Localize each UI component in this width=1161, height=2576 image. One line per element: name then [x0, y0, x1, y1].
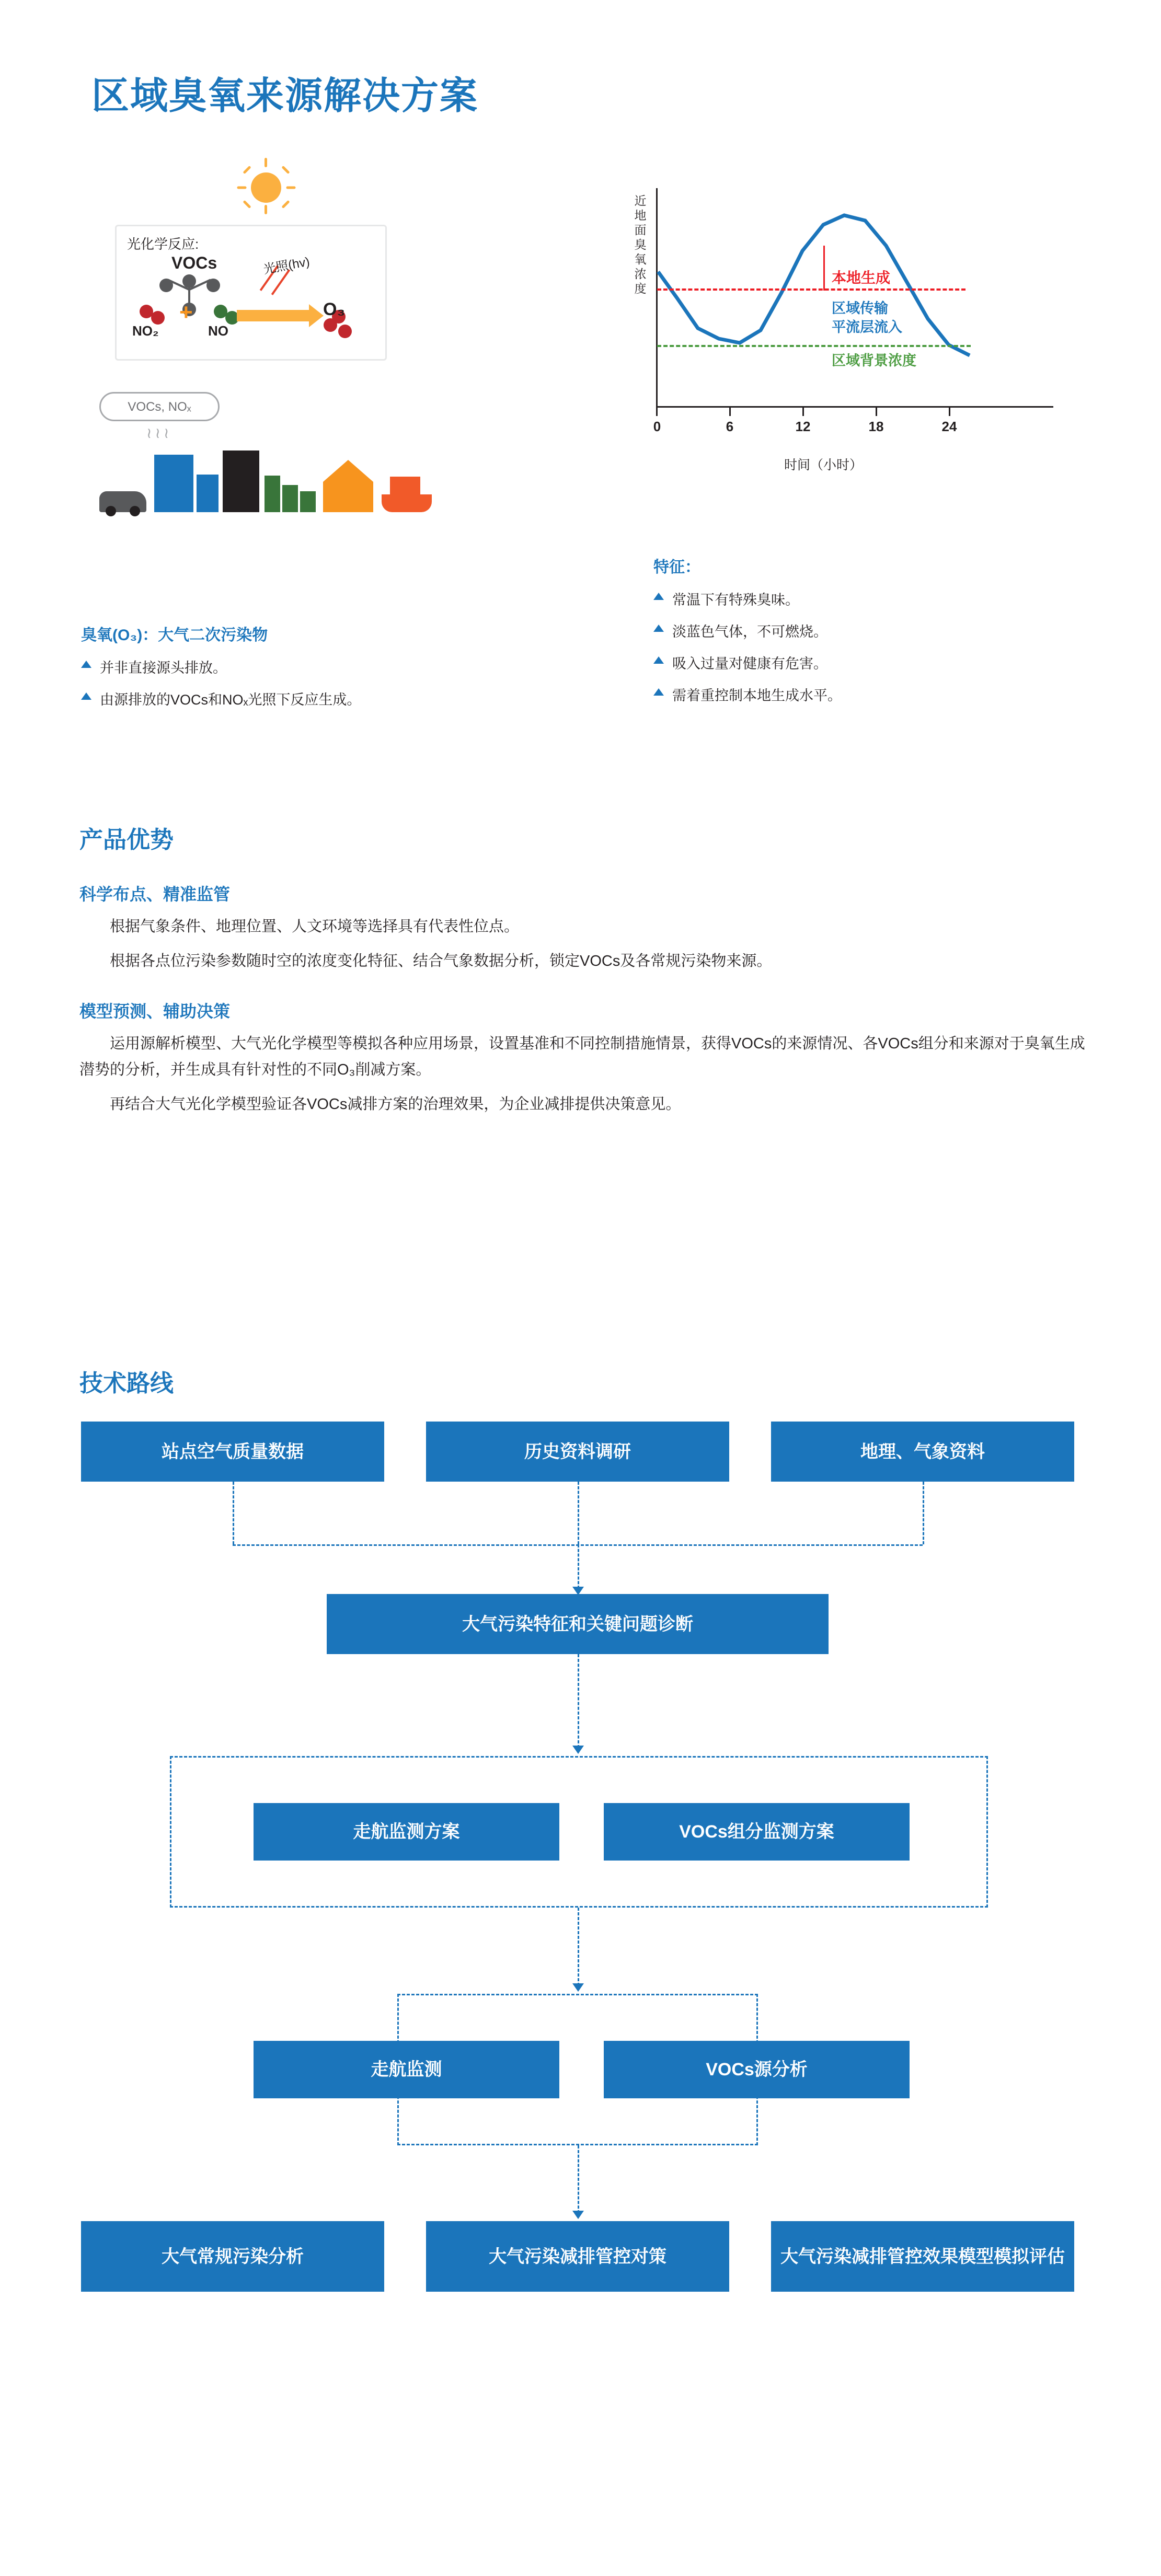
technical-route-flowchart: [0, 1422, 1161, 2519]
list-item-label: 吸入过量对健康有危害。: [672, 656, 827, 672]
factory-icon: [300, 491, 316, 512]
sun-ray-icon: [243, 166, 251, 174]
advantages-body: [79, 878, 1088, 1117]
flow-node-geo-met-data[interactable]: 地理、气象资料: [771, 1422, 1074, 1482]
flow-connector: [578, 2145, 579, 2213]
flow-node-vocs-source-analysis[interactable]: VOCs源分析: [604, 2041, 910, 2098]
flow-node-reduction-control[interactable]: 大气污染减排管控对策: [426, 2221, 729, 2292]
ozone-block: [81, 622, 578, 709]
sun-ray-icon: [281, 166, 290, 174]
chart-annotation-regional-2: 平流层流入: [832, 319, 902, 335]
route-title: 技术路线: [79, 1370, 174, 1396]
bullet-triangle-icon: [653, 656, 664, 664]
flow-connector: [578, 1654, 579, 1748]
building-icon: [197, 475, 219, 512]
chart-tick: [949, 408, 950, 416]
flow-connector: [233, 1482, 234, 1544]
flow-node-effect-simulation[interactable]: 大气污染减排管控效果模型模拟评估: [771, 2221, 1074, 2292]
list-item: [653, 620, 1072, 641]
reaction-label: 光化学反应:: [127, 236, 199, 252]
sun-ray-icon: [237, 187, 247, 189]
bullet-triangle-icon: [653, 625, 664, 632]
chart-y-label: 近地面臭氧浓度: [634, 194, 647, 295]
list-item: [81, 688, 578, 709]
list-item: [653, 588, 1072, 609]
flow-node-diagnosis[interactable]: 大气污染特征和关键问题诊断: [327, 1594, 829, 1654]
bullet-triangle-icon: [653, 593, 664, 600]
flow-arrow-icon: [572, 1983, 584, 1992]
house-roof-icon: [323, 460, 373, 482]
building-icon: [223, 450, 259, 512]
flow-node-mobile-monitoring-plan[interactable]: 走航监测方案: [254, 1803, 559, 1861]
sun-ray-icon: [243, 200, 251, 209]
flow-node-conventional-analysis[interactable]: 大气常规污染分析: [81, 2221, 384, 2292]
vocs-label: VOCs: [171, 253, 217, 272]
advantages-subtitle-2: 模型预测、辅助决策: [79, 1002, 231, 1021]
factory-icon: [265, 476, 280, 512]
features-heading: 特征：: [653, 559, 700, 576]
car-wheel-icon: [106, 506, 116, 516]
flow-connector: [578, 1544, 579, 1589]
reaction-arrow-icon: [237, 310, 310, 321]
chart-annotation-local: 本地生成: [832, 270, 891, 286]
chart-annotation-regional-1: 区域传输: [832, 301, 888, 316]
no2-label: NO₂: [132, 323, 159, 339]
bullet-triangle-icon: [81, 661, 91, 668]
list-item: [653, 684, 1072, 704]
list-item-label: 常温下有特殊臭味。: [672, 592, 799, 608]
advantages-paragraph: 运用源解析模型、大气光化学模型等模拟各种应用场景，设置基准和不同控制措施情景，获得VOCs的来源情况、各VOCs组分和来源对于臭氧生成潜势的分析，并生成具有针对性的不同O₃削减方案。: [79, 1035, 1085, 1078]
flow-arrow-icon: [572, 1746, 584, 1754]
chart-ref-line-background: [657, 345, 971, 347]
advantages-paragraph: 根据气象条件、地理位置、人文环境等选择具有代表性位点。: [110, 918, 520, 935]
list-item-label: 淡蓝色气体，不可燃烧。: [672, 624, 827, 640]
o3-atom-icon: [338, 325, 352, 338]
advantages-paragraph: 再结合大气光化学模型验证各VOCs减排方案的治理效果，为企业减排提供决策意见。: [110, 1096, 681, 1113]
sun-ray-icon: [286, 187, 296, 189]
flow-node-vocs-component-plan[interactable]: VOCs组分监测方案: [604, 1803, 910, 1861]
no-label: NO: [208, 323, 228, 339]
chart-tick-label: 0: [653, 419, 661, 434]
page-title: 区域臭氧来源解决方案: [91, 75, 479, 117]
plus-sign: +: [179, 299, 193, 325]
advantages-paragraph: 根据各点位污染参数随时空的浓度变化特征、结合气象数据分析，锁定VOCs及各常规污染物来源。: [110, 953, 772, 969]
chart-x-label: 时间（小时）: [784, 458, 863, 472]
building-icon: [154, 455, 193, 512]
features-block: [653, 554, 1072, 704]
sun-ray-icon: [265, 205, 267, 214]
car-wheel-icon: [130, 506, 140, 516]
spacer: [79, 974, 1088, 995]
sun-ray-icon: [281, 200, 290, 209]
city-skyline-illustration: [99, 449, 423, 512]
chart-tick: [729, 408, 731, 416]
factory-icon: [282, 485, 298, 512]
list-item-label: 并非直接源头排放。: [100, 660, 227, 676]
ship-cabin-icon: [390, 477, 420, 494]
flow-node-mobile-monitoring[interactable]: 走航监测: [254, 2041, 559, 2098]
ship-icon: [382, 494, 432, 512]
chart-annotation-regional: [832, 299, 902, 337]
house-icon: [323, 482, 373, 512]
bullet-triangle-icon: [81, 692, 91, 700]
atom-icon: [182, 274, 196, 288]
chart-curve: [656, 188, 1053, 408]
ozone-heading: 臭氧(O₃)：大气二次污染物: [81, 627, 268, 644]
chart-tick: [876, 408, 877, 416]
sun-icon: [251, 172, 281, 203]
chart-tick-label: 18: [868, 419, 884, 434]
sun-ray-icon: [265, 158, 267, 167]
advantages-title: 产品优势: [79, 826, 174, 853]
ozone-diurnal-chart: [627, 183, 1098, 496]
bullet-triangle-icon: [653, 688, 664, 696]
chart-tick-label: 12: [795, 419, 811, 434]
advantages-subtitle-1: 科学布点、精准监管: [79, 885, 231, 904]
list-item: [81, 656, 578, 677]
chart-annotation-background: 区域背景浓度: [832, 353, 916, 368]
flow-node-station-data[interactable]: 站点空气质量数据: [81, 1422, 384, 1482]
flow-connector: [923, 1482, 924, 1544]
chart-vtick: [823, 246, 825, 291]
chart-tick: [656, 408, 658, 416]
atom-icon: [206, 279, 220, 292]
chart-plot-area: [653, 188, 1053, 439]
chart-tick: [802, 408, 804, 416]
flow-node-history-research[interactable]: 历史资料调研: [426, 1422, 729, 1482]
chart-tick-label: 24: [941, 419, 957, 434]
reaction-box: [115, 225, 387, 361]
light-label: 光照(hv): [262, 255, 311, 277]
o3-label: O₃: [323, 299, 346, 319]
list-item: [653, 652, 1072, 673]
list-item-label: 需着重控制本地生成水平。: [672, 688, 842, 703]
atom-icon: [159, 279, 173, 292]
chart-ref-line-local: [657, 288, 965, 291]
list-item-label: 由源排放的VOCs和NOₓ光照下反应生成。: [100, 692, 361, 708]
flow-connector: [578, 1908, 579, 1986]
emission-cloud: VOCs, NOₓ: [99, 392, 220, 421]
emission-squiggle-icon: ≀≀≀: [146, 425, 173, 441]
flow-connector: [578, 1482, 579, 1544]
chart-tick-label: 6: [726, 419, 734, 434]
photochemistry-illustration: [78, 167, 601, 585]
flow-arrow-icon: [572, 2211, 584, 2219]
